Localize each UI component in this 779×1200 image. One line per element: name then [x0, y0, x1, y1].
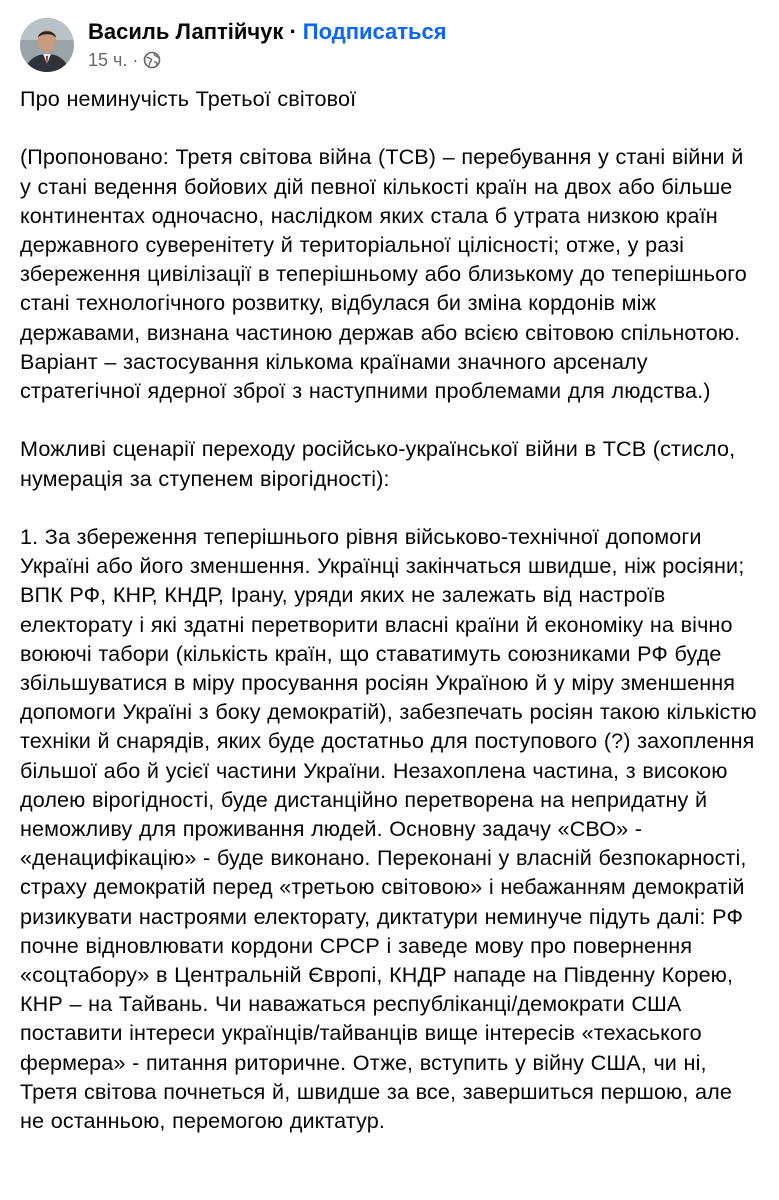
post-paragraph-title: Про неминучість Третьої світової: [20, 86, 357, 111]
time-separator: ·: [132, 50, 139, 70]
post-body: [20, 84, 759, 1135]
post-header: [20, 0, 759, 72]
post-paragraph-scenarios-intro: Можливі сценарії переходу російсько-української війни в ТСВ (стисло, нумерація за ступенем вірогідності):: [20, 436, 736, 491]
name-row: [88, 18, 447, 46]
avatar[interactable]: [20, 18, 74, 72]
time-row: [88, 48, 447, 72]
post-meta: [88, 16, 447, 72]
post-paragraph-definition: (Пропоновано: Третя світова війна (ТСВ) – перебування у стані війни й у стані ведення бойових дій певної кількості країн на двох або більше континентах одночасно, наслідком яких стала б утрата низкою країн державного суверенітету й територіальної цілісності; отже, у разі збереження цивілізації в теперішньому або близькому до теперішнього стані технологічного розвитку, відбулася би зміна кордонів між державами, визнана частиною держав або всією світовою спільнотою. Варіант – застосування кількома країнами значного арсеналу стратегічної ядерної зброї з наступними проблемами для людства.): [20, 144, 747, 404]
author-name[interactable]: Василь Лаптійчук: [88, 19, 284, 44]
post-timestamp[interactable]: 15 ч.: [88, 50, 128, 70]
globe-icon[interactable]: [143, 51, 161, 69]
name-separator: ·: [289, 19, 297, 44]
follow-button[interactable]: Подписаться: [302, 19, 447, 44]
avatar-image: [20, 18, 74, 72]
post-paragraph-scenario-1: 1. За збереження теперішнього рівня військово-технічної допомоги Україні або його зменшення. Українці закінчаться швидше, ніж росіяни; ВПК РФ, КНР, КНДР, Ірану, уряди яких не залежать від настроїв електорату і які здатні перетворити власні країни й економіку на вічно воюючі табори (кількість країн, що ставатимуть союзниками РФ буде збільшуватися в міру просування росіян Україною й у міру зменшення допомоги Україні з боку демократій), забезпечать росіян такою кількістю техніки й снарядів, яких буде достатньо для поступового (?) захоплення більшої або й усієї частини України. Незахоплена частина, з високою долею вірогідності, буде дистанційно перетворена на непридатну й неможливу для проживання людей. Основну задачу «СВО» - «денацифікацію» - буде виконано. Переконані у власній безпокарності, страху демократій перед «третьою світовою» і небажанням демократій ризикувати настроями електорату, диктатури неминуче підуть далі: РФ почне відновлювати кордони СРСР і заведе мову про повернення «соцтабору» в Центральній Європі, КНДР нападе на Південну Корею, КНР – на Тайвань. Чи наважаться республіканці/демократи США поставити інтереси українців/тайванців вище інтересів «техаського фермера» - питання риторичне. Отже, вступить у війну США, чи ні, Третя світова почнеться й, швидше за все, завершиться першою, але не останньою, перемогою диктатур.: [20, 524, 757, 1134]
